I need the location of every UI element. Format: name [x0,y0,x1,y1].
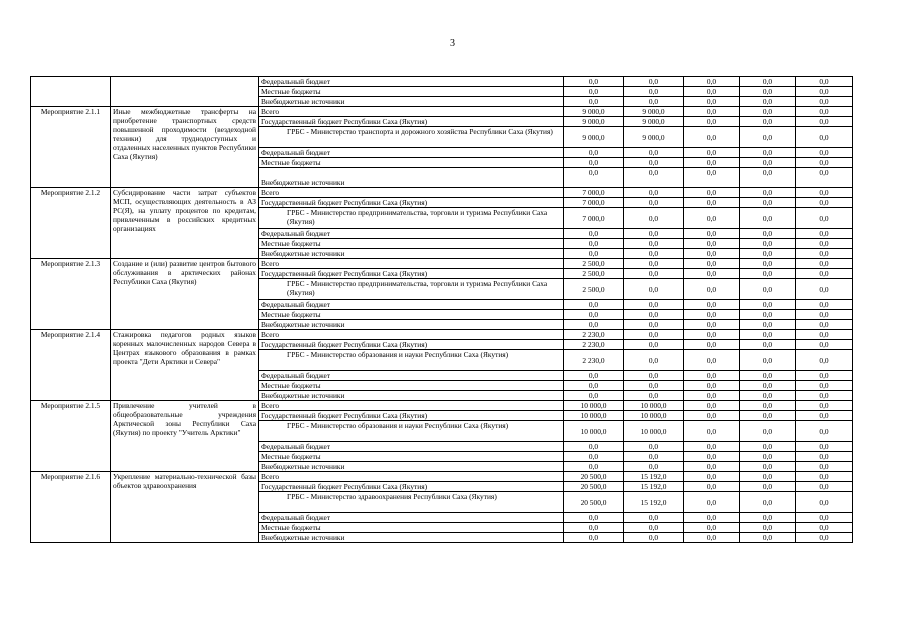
value-cell: 0,0 [684,391,740,401]
funding-source-cell: Федеральный бюджет [259,148,564,158]
value-cell: 0,0 [684,279,740,300]
event-id-cell: Мероприятие 2.1.5 [31,401,111,472]
value-cell: 0,0 [796,492,853,513]
value-cell: 0,0 [624,279,684,300]
funding-source-cell: Всего [259,472,564,482]
value-cell: 0,0 [740,148,796,158]
value-cell: 0,0 [740,97,796,107]
value-cell: 0,0 [564,97,624,107]
value-cell: 0,0 [740,198,796,208]
value-cell: 0,0 [740,300,796,310]
value-cell: 0,0 [624,371,684,381]
funding-source-cell: Внебюджетные источники [259,462,564,472]
funding-source-cell: Местные бюджеты [259,523,564,533]
value-cell: 20 500,0 [564,472,624,482]
value-cell: 0,0 [796,411,853,421]
value-cell: 0,0 [796,371,853,381]
table-row [31,107,853,117]
event-description-cell: Создание и (или) развитие центров бытового обслуживания в арктических районах Республики Саха (Якутия) [111,259,259,330]
value-cell: 0,0 [624,239,684,249]
value-cell: 0,0 [624,249,684,259]
funding-source-cell: Государственный бюджет Республики Саха (Якутия) [259,482,564,492]
value-cell: 7 000,0 [564,208,624,229]
value-cell: 9 000,0 [564,107,624,117]
value-cell: 0,0 [624,188,684,198]
funding-source-cell: Федеральный бюджет [259,300,564,310]
value-cell: 0,0 [564,249,624,259]
value-cell: 0,0 [740,340,796,350]
value-cell: 20 500,0 [564,482,624,492]
value-cell: 2 230,0 [564,350,624,371]
value-cell: 2 230,0 [564,340,624,350]
value-cell: 0,0 [796,533,853,543]
value-cell: 9 000,0 [624,117,684,127]
value-cell: 0,0 [740,401,796,411]
value-cell: 0,0 [796,97,853,107]
value-cell: 0,0 [740,208,796,229]
value-cell: 10 000,0 [564,401,624,411]
value-cell: 0,0 [564,381,624,391]
value-cell: 0,0 [796,107,853,117]
value-cell: 0,0 [684,77,740,87]
value-cell: 0,0 [684,462,740,472]
funding-source-cell: Местные бюджеты [259,381,564,391]
funding-source-cell: Местные бюджеты [259,452,564,462]
value-cell: 0,0 [684,371,740,381]
value-cell: 0,0 [796,148,853,158]
value-cell: 0,0 [740,77,796,87]
value-cell: 0,0 [684,340,740,350]
value-cell: 15 192,0 [624,492,684,513]
value-cell: 2 500,0 [564,269,624,279]
value-cell: 0,0 [796,188,853,198]
value-cell: 0,0 [684,127,740,148]
value-cell: 0,0 [796,462,853,472]
value-cell: 0,0 [684,87,740,97]
event-id-cell: Мероприятие 2.1.6 [31,472,111,543]
event-description-cell [111,77,259,107]
value-cell: 0,0 [740,411,796,421]
value-cell: 0,0 [740,442,796,452]
value-cell: 0,0 [624,340,684,350]
value-cell: 0,0 [624,330,684,340]
value-cell: 0,0 [684,442,740,452]
value-cell: 0,0 [740,513,796,523]
value-cell: 0,0 [684,523,740,533]
value-cell: 0,0 [684,513,740,523]
value-cell: 0,0 [740,472,796,482]
value-cell: 0,0 [796,401,853,411]
value-cell: 0,0 [740,492,796,513]
funding-source-cell: Всего [259,401,564,411]
value-cell: 0,0 [796,168,853,188]
value-cell: 0,0 [684,107,740,117]
value-cell: 0,0 [740,421,796,442]
value-cell: 2 230,0 [564,330,624,340]
event-description-cell: Стажировка педагогов родных языков коренных малочисленных народов Севера в Центрах языкового образования в рамках проекта "Дети Арктики и Севера" [111,330,259,401]
value-cell: 9 000,0 [564,117,624,127]
value-cell: 0,0 [740,107,796,117]
table-row [31,77,853,87]
value-cell: 0,0 [684,249,740,259]
value-cell: 0,0 [624,148,684,158]
value-cell: 0,0 [684,208,740,229]
value-cell: 0,0 [684,411,740,421]
value-cell: 0,0 [740,127,796,148]
funding-source-cell: Федеральный бюджет [259,77,564,87]
value-cell: 0,0 [564,462,624,472]
value-cell: 0,0 [564,87,624,97]
funding-source-cell: Всего [259,107,564,117]
value-cell: 0,0 [740,350,796,371]
value-cell: 0,0 [624,229,684,239]
value-cell: 0,0 [624,381,684,391]
value-cell: 9 000,0 [564,127,624,148]
value-cell: 0,0 [796,87,853,97]
value-cell: 0,0 [740,117,796,127]
value-cell: 0,0 [624,513,684,523]
value-cell: 0,0 [740,523,796,533]
value-cell: 0,0 [684,472,740,482]
value-cell: 9 000,0 [624,127,684,148]
value-cell: 0,0 [740,239,796,249]
value-cell: 2 500,0 [564,259,624,269]
table-body [31,77,853,543]
value-cell: 0,0 [684,168,740,188]
value-cell: 0,0 [740,320,796,330]
value-cell: 0,0 [796,208,853,229]
funding-source-cell: Всего [259,259,564,269]
value-cell: 10 000,0 [624,421,684,442]
event-id-cell: Мероприятие 2.1.3 [31,259,111,330]
value-cell: 0,0 [684,259,740,269]
value-cell: 0,0 [564,239,624,249]
value-cell: 0,0 [564,391,624,401]
value-cell: 0,0 [796,442,853,452]
funding-source-cell: Федеральный бюджет [259,229,564,239]
value-cell: 0,0 [684,452,740,462]
funding-source-cell: Внебюджетные источники [259,97,564,107]
value-cell: 0,0 [796,513,853,523]
value-cell: 0,0 [740,158,796,168]
value-cell: 0,0 [796,330,853,340]
value-cell: 0,0 [740,391,796,401]
value-cell: 0,0 [564,442,624,452]
grbs-cell: ГРБС - Министерство предпринимательства, торговли и туризма Республики Саха (Якутия) [259,279,564,300]
event-description-cell: Укрепление материально-технической базы объектов здравоохранения [111,472,259,543]
value-cell: 0,0 [684,320,740,330]
grbs-cell: ГРБС - Министерство транспорта и дорожного хозяйства Республики Саха (Якутия) [259,127,564,148]
value-cell: 0,0 [796,279,853,300]
value-cell: 0,0 [684,300,740,310]
value-cell: 0,0 [624,77,684,87]
value-cell: 0,0 [796,229,853,239]
value-cell: 0,0 [740,381,796,391]
value-cell: 0,0 [624,168,684,188]
value-cell: 0,0 [740,168,796,188]
value-cell: 0,0 [796,421,853,442]
value-cell: 0,0 [796,452,853,462]
value-cell: 10 000,0 [564,411,624,421]
value-cell: 0,0 [684,269,740,279]
value-cell: 0,0 [796,350,853,371]
value-cell: 0,0 [684,148,740,158]
value-cell: 0,0 [740,452,796,462]
table-row [31,401,853,411]
value-cell: 0,0 [684,350,740,371]
value-cell: 0,0 [740,259,796,269]
funding-source-cell: Государственный бюджет Республики Саха (Якутия) [259,117,564,127]
funding-source-cell: Федеральный бюджет [259,513,564,523]
funding-source-cell: Местные бюджеты [259,87,564,97]
funding-source-cell: Федеральный бюджет [259,371,564,381]
value-cell: 0,0 [796,472,853,482]
value-cell: 15 192,0 [624,482,684,492]
value-cell: 0,0 [624,350,684,371]
value-cell: 0,0 [624,97,684,107]
value-cell: 0,0 [796,269,853,279]
event-description-cell: Привлечение учителей в общеобразовательные учреждения Арктической зоны Республики Саха (Якутия) по проекту "Учитель Арктики" [111,401,259,472]
value-cell: 10 000,0 [564,421,624,442]
value-cell: 0,0 [796,482,853,492]
value-cell: 0,0 [796,310,853,320]
value-cell: 0,0 [796,117,853,127]
value-cell: 0,0 [740,462,796,472]
value-cell: 15 192,0 [624,472,684,482]
funding-source-cell: Государственный бюджет Республики Саха (Якутия) [259,269,564,279]
event-id-cell: Мероприятие 2.1.2 [31,188,111,259]
value-cell: 0,0 [740,533,796,543]
value-cell: 0,0 [564,300,624,310]
funding-source-cell: Местные бюджеты [259,158,564,168]
value-cell: 0,0 [564,168,624,188]
funding-source-cell: Местные бюджеты [259,239,564,249]
value-cell: 0,0 [684,482,740,492]
event-id-cell [31,77,111,107]
funding-source-cell: Внебюджетные источники [259,249,564,259]
value-cell: 0,0 [796,249,853,259]
value-cell: 0,0 [740,87,796,97]
value-cell: 0,0 [684,401,740,411]
value-cell: 0,0 [564,452,624,462]
funding-source-cell: Государственный бюджет Республики Саха (Якутия) [259,340,564,350]
value-cell: 0,0 [740,371,796,381]
value-cell: 0,0 [796,259,853,269]
grbs-cell: ГРБС - Министерство здравоохранения Республики Саха (Якутия) [259,492,564,513]
value-cell: 0,0 [564,310,624,320]
grbs-cell: ГРБС - Министерство образования и науки Республики Саха (Якутия) [259,421,564,442]
event-id-cell: Мероприятие 2.1.4 [31,330,111,401]
event-description-cell: Иные межбюджетные трансферты на приобретение транспортных средств повышенной проходимости (вездеходной техники) для труднодоступных и отдаленных населенных пунктов Республики Саха (Якутия) [111,107,259,188]
value-cell: 0,0 [796,300,853,310]
value-cell: 0,0 [624,533,684,543]
value-cell: 0,0 [564,158,624,168]
funding-source-cell: Местные бюджеты [259,310,564,320]
value-cell: 0,0 [684,381,740,391]
value-cell: 0,0 [564,371,624,381]
value-cell: 0,0 [624,320,684,330]
value-cell: 0,0 [624,158,684,168]
value-cell: 0,0 [684,421,740,442]
value-cell: 0,0 [684,533,740,543]
value-cell: 0,0 [796,523,853,533]
value-cell: 0,0 [624,198,684,208]
table-row [31,188,853,198]
value-cell: 0,0 [684,198,740,208]
funding-source-cell: Внебюджетные источники [259,320,564,330]
table-row [31,259,853,269]
value-cell: 0,0 [624,442,684,452]
value-cell: 0,0 [796,77,853,87]
value-cell: 0,0 [740,249,796,259]
value-cell: 0,0 [564,523,624,533]
value-cell: 2 500,0 [564,279,624,300]
value-cell: 0,0 [624,259,684,269]
value-cell: 0,0 [564,513,624,523]
value-cell: 0,0 [684,330,740,340]
value-cell: 0,0 [740,310,796,320]
value-cell: 0,0 [624,269,684,279]
value-cell: 0,0 [740,188,796,198]
value-cell: 0,0 [684,97,740,107]
value-cell: 0,0 [796,239,853,249]
value-cell: 0,0 [796,391,853,401]
value-cell: 0,0 [684,239,740,249]
grbs-cell: ГРБС - Министерство предпринимательства, торговли и туризма Республики Саха (Якутия) [259,208,564,229]
value-cell: 0,0 [564,77,624,87]
funding-source-cell: Внебюджетные источники [259,391,564,401]
value-cell: 0,0 [624,462,684,472]
value-cell: 10 000,0 [624,411,684,421]
event-id-cell: Мероприятие 2.1.1 [31,107,111,188]
value-cell: 0,0 [624,208,684,229]
value-cell: 0,0 [684,492,740,513]
value-cell: 0,0 [624,300,684,310]
value-cell: 7 000,0 [564,188,624,198]
value-cell: 0,0 [740,279,796,300]
value-cell: 0,0 [796,320,853,330]
funding-source-cell: Федеральный бюджет [259,442,564,452]
value-cell: 0,0 [684,229,740,239]
value-cell: 0,0 [624,391,684,401]
value-cell: 0,0 [796,198,853,208]
funding-source-cell: Государственный бюджет Республики Саха (Якутия) [259,198,564,208]
table-row [31,330,853,340]
value-cell: 9 000,0 [624,107,684,117]
table-row [31,472,853,482]
value-cell: 20 500,0 [564,492,624,513]
budget-table [30,76,853,543]
value-cell: 0,0 [564,533,624,543]
value-cell: 0,0 [684,310,740,320]
funding-source-cell: Всего [259,188,564,198]
value-cell: 0,0 [796,340,853,350]
value-cell: 0,0 [740,269,796,279]
event-description-cell: Субсидирование части затрат субъектов МСП, осуществляющих деятельность в АЗ РС(Я), на уплату процентов по кредитам, привлеченным в российских кредитных организациях [111,188,259,259]
value-cell: 0,0 [564,148,624,158]
value-cell: 0,0 [624,87,684,97]
value-cell: 0,0 [740,482,796,492]
funding-source-cell: Внебюджетные источники [259,533,564,543]
value-cell: 0,0 [740,229,796,239]
value-cell: 0,0 [624,310,684,320]
value-cell: 0,0 [564,320,624,330]
value-cell: 7 000,0 [564,198,624,208]
value-cell: 0,0 [796,127,853,148]
value-cell: 0,0 [624,523,684,533]
value-cell: 0,0 [684,117,740,127]
funding-source-cell: Внебюджетные источники [259,168,564,188]
value-cell: 10 000,0 [624,401,684,411]
value-cell: 0,0 [564,229,624,239]
page-number: 3 [450,38,455,49]
value-cell: 0,0 [684,188,740,198]
funding-source-cell: Всего [259,330,564,340]
funding-source-cell: Государственный бюджет Республики Саха (Якутия) [259,411,564,421]
value-cell: 0,0 [740,330,796,340]
value-cell: 0,0 [796,381,853,391]
value-cell: 0,0 [624,452,684,462]
grbs-cell: ГРБС - Министерство образования и науки Республики Саха (Якутия) [259,350,564,371]
value-cell: 0,0 [684,158,740,168]
value-cell: 0,0 [796,158,853,168]
